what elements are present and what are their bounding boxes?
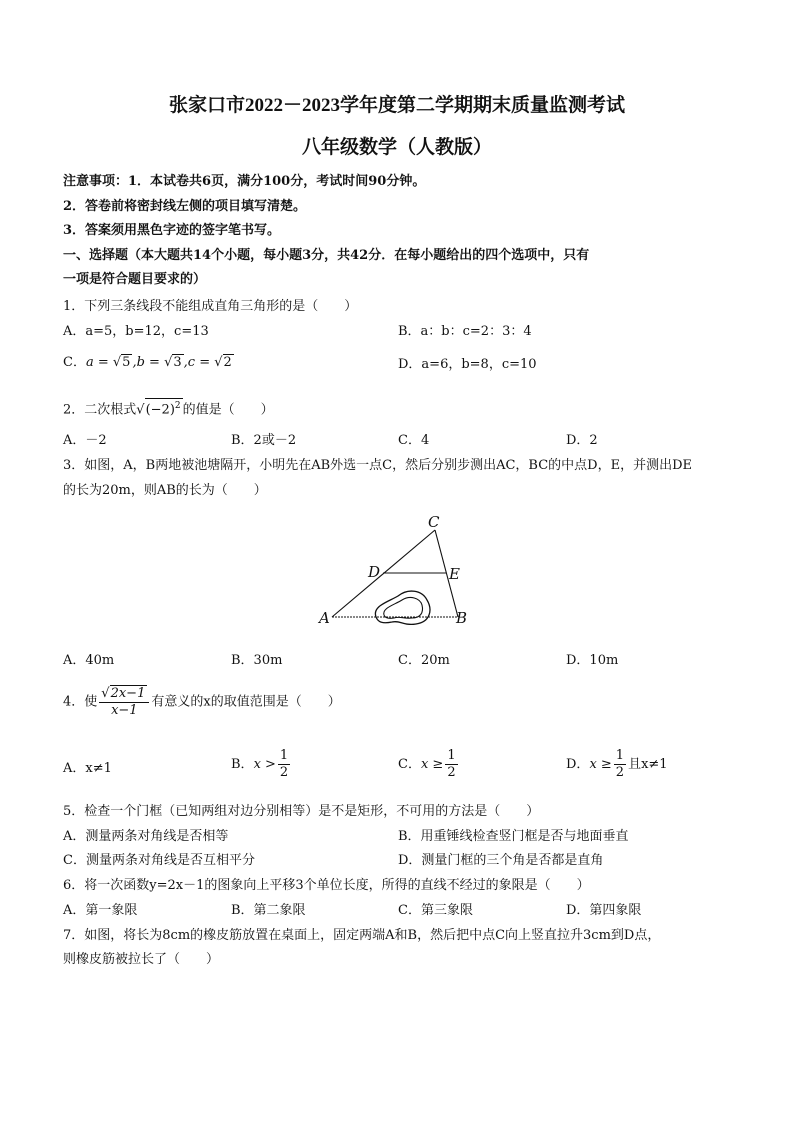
q3-figure: [310, 510, 480, 632]
q2-stem: 2．二次根式$√(-2)^2$ 的值是（ ）: [63, 398, 274, 419]
q5-stem: 5．检查一个门框（已知两组对边分别相等）是不是矩形，不可用的方法是（ ）: [63, 804, 540, 819]
q2-option-c: C．4: [398, 433, 430, 448]
q3-option-d: D．10m: [566, 653, 619, 668]
q1-option-b: B．a：b：c=2：3：4: [398, 324, 532, 339]
q3-stem-line-2: 的长为20m，则AB的长为（ ）: [63, 483, 267, 498]
q5-option-b: B．用重锤线检查竖门框是否与地面垂直: [398, 829, 629, 844]
q1-c-radical-1: 5: [122, 355, 131, 370]
q2-option-d: D．2: [566, 433, 598, 448]
q3-option-b: B．30m: [231, 653, 283, 668]
q4-stem: 4．使 $\frac{√2x-1}{x-1}$ 有意义的x的取值范围是（ ）: [63, 686, 341, 718]
exam-subtitle: 八年级数学（人教版）: [301, 137, 492, 158]
q3-stem-line-1: 3．如图，A，B两地被池塘隔开，小明先在AB外选一点C，然后分别步测出AC，BC的中点D，E，并测出DE: [63, 458, 693, 473]
q1-c-radical-3: 2: [223, 355, 232, 370]
q5-option-a: A．测量两条对角线是否相等: [63, 829, 229, 844]
section-heading-line-2: 一项是符合题目要求的）: [63, 272, 207, 287]
pond-outer: [375, 591, 430, 624]
label-a: A: [319, 609, 330, 627]
notes-line-1: 注意事项：1．本试卷共6页，满分100分，考试时间90分钟。: [63, 174, 426, 189]
q1-c-radical-2: 3: [173, 355, 182, 370]
q2-option-a: A．－2: [63, 433, 107, 448]
q2-option-b: B．2或－2: [231, 433, 297, 448]
q3-option-a: A．40m: [63, 653, 115, 668]
label-d: D: [368, 563, 381, 581]
notes-line-2: 2．答卷前将密封线左侧的项目填写清楚。: [63, 199, 307, 214]
q6-option-c: C．第三象限: [398, 903, 473, 918]
q4-fraction: $\frac{√2x-1}{x-1}$: [99, 685, 149, 719]
exam-title: 张家口市2022－2023学年度第二学期期末质量监测考试: [168, 95, 625, 116]
q6-option-b: B．第二象限: [231, 903, 306, 918]
section-heading-line-1: 一、选择题（本大题共14个小题，每小题3分，共42分．在每小题给出的四个选项中，只有: [63, 248, 590, 263]
q4-option-c: C．x ≥ $\frac{1}{2}$: [398, 748, 456, 780]
label-b: B: [456, 609, 468, 627]
q6-option-a: A．第一象限: [63, 903, 138, 918]
q1-option-a: A．a=5，b=12，c=13: [63, 324, 209, 339]
q1-option-d: D．a=6，b=8，c=10: [398, 357, 537, 372]
q5-option-c: C．测量两条对角线是否互相平分: [63, 853, 255, 868]
q4-option-b: B．x > $\frac{1}{2}$: [231, 748, 289, 780]
q7-stem-line-2: 则橡皮筋被拉长了（ ）: [63, 952, 220, 967]
q6-option-d: D．第四象限: [566, 903, 642, 918]
q7-stem-line-1: 7．如图，将长为8cm的橡皮筋放置在桌面上，固定两端A和B，然后把中点C向上竖直拉升3cm到D点，: [63, 928, 661, 943]
q2-radicand: $(-2)^2$: [145, 398, 183, 417]
label-e: E: [449, 565, 460, 583]
q4-option-a: A．x≠1: [63, 761, 112, 776]
q5-option-d: D．测量门框的三个角是否都是直角: [398, 853, 604, 868]
q4-option-d: D．x ≥ $\frac{1}{2}$ 且x≠1: [566, 748, 668, 780]
q1-option-c: C．a = √5 ,b = √3 ,c = √2: [63, 355, 232, 370]
notes-line-3: 3．答案须用黑色字迹的签字笔书写。: [63, 223, 281, 238]
q3-option-c: C．20m: [398, 653, 450, 668]
q1-stem: 1．下列三条线段不能组成直角三角形的是（ ）: [63, 299, 358, 314]
label-c: C: [428, 513, 440, 531]
q6-stem: 6．将一次函数y=2x－1的图象向上平移3个单位长度，所得的直线不经过的象限是（ ）: [63, 878, 590, 893]
